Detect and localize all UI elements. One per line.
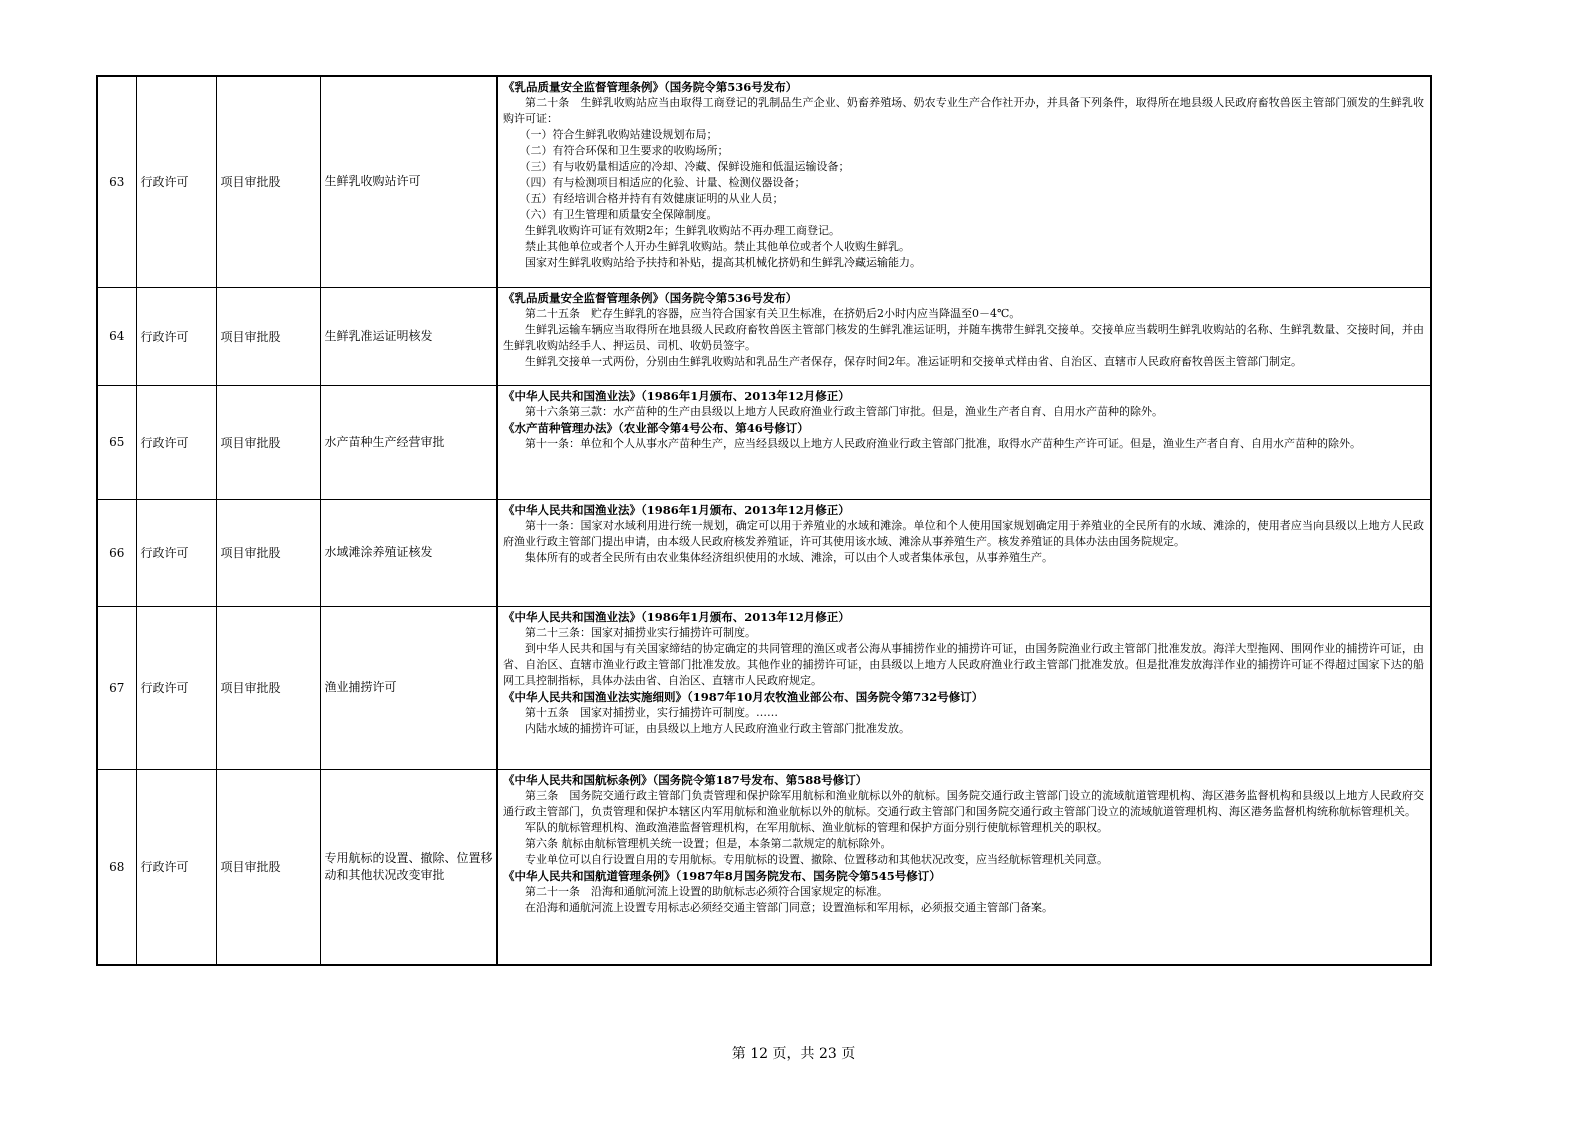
row-number: 67 xyxy=(97,606,136,769)
row-category: 行政许可 xyxy=(136,606,216,769)
law-paragraph: 集体所有的或者全民所有由农业集体经济组织使用的水域、滩涂，可以由个人或者集体承包，从事养殖生产。 xyxy=(525,550,1053,564)
law-paragraph: 第十五条 国家对捕捞业，实行捕捞许可制度。…… xyxy=(525,705,778,719)
row-number: 65 xyxy=(97,385,136,499)
law-paragraph: （三）有与收奶量相适应的冷却、冷藏、保鲜设施和低温运输设备； xyxy=(519,160,850,173)
row-department: 项目审批股 xyxy=(216,76,320,287)
law-paragraph: 到中华人民共和国与有关国家缔结的协定确定的共同管理的渔区或者公海从事捕捞作业的捕捞许可证，由国务院渔业行政主管部门批准发放。海洋大型拖网、围网作业的捕捞许可证，由省、自治区、直辖市渔业行政主管部门批准发放。其他作业的捕捞许可证，由县级以上地方人民政府渔业行政主管部门批准发放。但是批准发放海洋作业的捕捞许可证不得超过国家下达的船网工具控制指标，具体办法由省、自治区、直辖市人民政府规定。 xyxy=(503,641,1424,687)
law-paragraph: 生鲜乳收购许可证有效期2年；生鲜乳收购站不再办理工商登记。 xyxy=(525,224,840,237)
table-row xyxy=(97,499,1431,606)
law-paragraph: （二）有符合环保和卫生要求的收购场所； xyxy=(519,144,729,157)
law-title: 《中华人民共和国渔业法》（1986年1月颁布、2013年12月修正） xyxy=(503,388,850,403)
table-row xyxy=(97,606,1431,769)
law-paragraph: 生鲜乳交接单一式两份，分别由生鲜乳收购站和乳品生产者保存，保存时间2年。准运证明和交接单式样由省、自治区、直辖市人民政府畜牧兽医主管部门制定。 xyxy=(525,354,1302,368)
row-department: 项目审批股 xyxy=(216,606,320,769)
law-paragraph: 在沿海和通航河流上设置专用标志必须经交通主管部门同意；设置渔标和军用标，必须报交通主管部门备案。 xyxy=(525,900,1053,914)
row-legal-basis xyxy=(497,385,1431,499)
law-title: 《乳品质量安全监督管理条例》（国务院令第536号发布） xyxy=(503,290,798,305)
row-category: 行政许可 xyxy=(136,499,216,606)
law-paragraph: （六）有卫生管理和质量安全保障制度。 xyxy=(519,208,718,221)
row-department: 项目审批股 xyxy=(216,287,320,385)
permit-table xyxy=(96,75,1432,966)
law-title: 《中华人民共和国渔业法》（1986年1月颁布、2013年12月修正） xyxy=(503,609,850,624)
law-title: 《中华人民共和国渔业法实施细则》（1987年10月农牧渔业部公布、国务院令第732号修订） xyxy=(503,689,984,704)
law-title: 《乳品质量安全监督管理条例》（国务院令第536号发布） xyxy=(503,80,798,94)
law-paragraph: 军队的航标管理机构、渔政渔港监督管理机构，在军用航标、渔业航标的管理和保护方面分别行使航标管理机关的职权。 xyxy=(525,820,1108,834)
row-item-name: 生鲜乳准运证明核发 xyxy=(320,287,497,385)
law-paragraph: 第二十三条：国家对捕捞业实行捕捞许可制度。 xyxy=(525,625,756,639)
law-paragraph: 专业单位可以自行设置自用的专用航标。专用航标的设置、撤除、位置移动和其他状况改变，应当经航标管理机关同意。 xyxy=(525,852,1108,866)
row-item-name: 水产苗种生产经营审批 xyxy=(320,385,497,499)
row-item-name: 生鲜乳收购站许可 xyxy=(320,76,497,287)
row-legal-basis xyxy=(497,287,1431,385)
table-row xyxy=(97,769,1431,965)
row-legal-basis xyxy=(497,499,1431,606)
law-paragraph: 第二十条 生鲜乳收购站应当由取得工商登记的乳制品生产企业、奶畜养殖场、奶农专业生产合作社开办，并具备下列条件，取得所在地县级人民政府畜牧兽医主管部门颁发的生鲜乳收购许可证： xyxy=(503,96,1424,125)
law-paragraph: 第二十五条 贮存生鲜乳的容器，应当符合国家有关卫生标准，在挤奶后2小时内应当降温至0－4℃。 xyxy=(525,306,1021,320)
row-category: 行政许可 xyxy=(136,769,216,965)
law-paragraph: （四）有与检测项目相适应的化验、计量、检测仪器设备； xyxy=(519,176,806,189)
table-row xyxy=(97,287,1431,385)
law-paragraph: （五）有经培训合格并持有有效健康证明的从业人员； xyxy=(519,192,784,205)
law-paragraph: （一）符合生鲜乳收购站建设规划布局； xyxy=(519,128,718,141)
row-category: 行政许可 xyxy=(136,385,216,499)
law-title: 《水产苗种管理办法》（农业部令第4号公布、第46号修订） xyxy=(503,420,809,435)
law-title: 《中华人民共和国渔业法》（1986年1月颁布、2013年12月修正） xyxy=(503,502,850,517)
row-category: 行政许可 xyxy=(136,287,216,385)
law-paragraph: 第三条 国务院交通行政主管部门负责管理和保护除军用航标和渔业航标以外的航标。国务院交通行政主管部门设立的流域航道管理机构、海区港务监督机构和县级以上地方人民政府交通行政主管部门，负责管理和保护本辖区内军用航标和渔业航标以外的航标。交通行政主管部门和国务院交通行政主管部门设立的流域航道管理机构、海区港务监督机构统称航标管理机关。 xyxy=(503,788,1424,818)
law-title: 《中华人民共和国航标条例》（国务院令第187号发布、第588号修订） xyxy=(503,772,868,787)
law-paragraph: 第十一条：单位和个人从事水产苗种生产，应当经县级以上地方人民政府渔业行政主管部门批准，取得水产苗种生产许可证。但是，渔业生产者自育、自用水产苗种的除外。 xyxy=(525,436,1361,450)
law-paragraph: 第十六条第三款：水产苗种的生产由县级以上地方人民政府渔业行政主管部门审批。但是，渔业生产者自育、自用水产苗种的除外。 xyxy=(525,404,1163,418)
row-item-name: 水域滩涂养殖证核发 xyxy=(320,499,497,606)
law-paragraph: 第六条 航标由航标管理机关统一设置；但是，本条第二款规定的航标除外。 xyxy=(525,836,892,850)
law-paragraph: 第十一条：国家对水域利用进行统一规划，确定可以用于养殖业的水域和滩涂。单位和个人使用国家规划确定用于养殖业的全民所有的水域、滩涂的，使用者应当向县级以上地方人民政府渔业行政主管部门提出申请，由本级人民政府核发养殖证，许可其使用该水域、滩涂从事养殖生产。核发养殖证的具体办法由国务院规定。 xyxy=(503,518,1424,548)
row-item-name: 渔业捕捞许可 xyxy=(320,606,497,769)
row-item-name: 专用航标的设置、撤除、位置移动和其他状况改变审批 xyxy=(320,769,497,965)
row-number: 64 xyxy=(97,287,136,385)
row-legal-basis xyxy=(497,76,1431,287)
row-number: 66 xyxy=(97,499,136,606)
row-department: 项目审批股 xyxy=(216,385,320,499)
table-row xyxy=(97,76,1431,287)
row-legal-basis xyxy=(497,769,1431,965)
law-paragraph: 第二十一条 沿海和通航河流上设置的助航标志必须符合国家规定的标准。 xyxy=(525,884,888,898)
page-footer: 第 12 页，共 23 页 xyxy=(731,1046,856,1062)
row-category: 行政许可 xyxy=(136,76,216,287)
law-paragraph: 禁止其他单位或者个人开办生鲜乳收购站。禁止其他单位或者个人收购生鲜乳。 xyxy=(525,240,910,253)
law-title: 《中华人民共和国航道管理条例》（1987年8月国务院发布、国务院令第545号修订） xyxy=(503,868,941,883)
law-paragraph: 内陆水域的捕捞许可证，由县级以上地方人民政府渔业行政主管部门批准发放。 xyxy=(525,721,910,735)
law-paragraph: 生鲜乳运输车辆应当取得所在地县级人民政府畜牧兽医主管部门核发的生鲜乳准运证明，并随车携带生鲜乳交接单。交接单应当载明生鲜乳收购站的名称、生鲜乳数量、交接时间，并由生鲜乳收购站经手人、押运员、司机、收奶员签字。 xyxy=(503,322,1424,352)
row-legal-basis xyxy=(497,606,1431,769)
row-number: 63 xyxy=(97,76,136,287)
law-paragraph: 国家对生鲜乳收购站给予扶持和补贴，提高其机械化挤奶和生鲜乳冷藏运输能力。 xyxy=(525,256,921,269)
row-department: 项目审批股 xyxy=(216,499,320,606)
row-department: 项目审批股 xyxy=(216,769,320,965)
table-row xyxy=(97,385,1431,499)
row-number: 68 xyxy=(97,769,136,965)
